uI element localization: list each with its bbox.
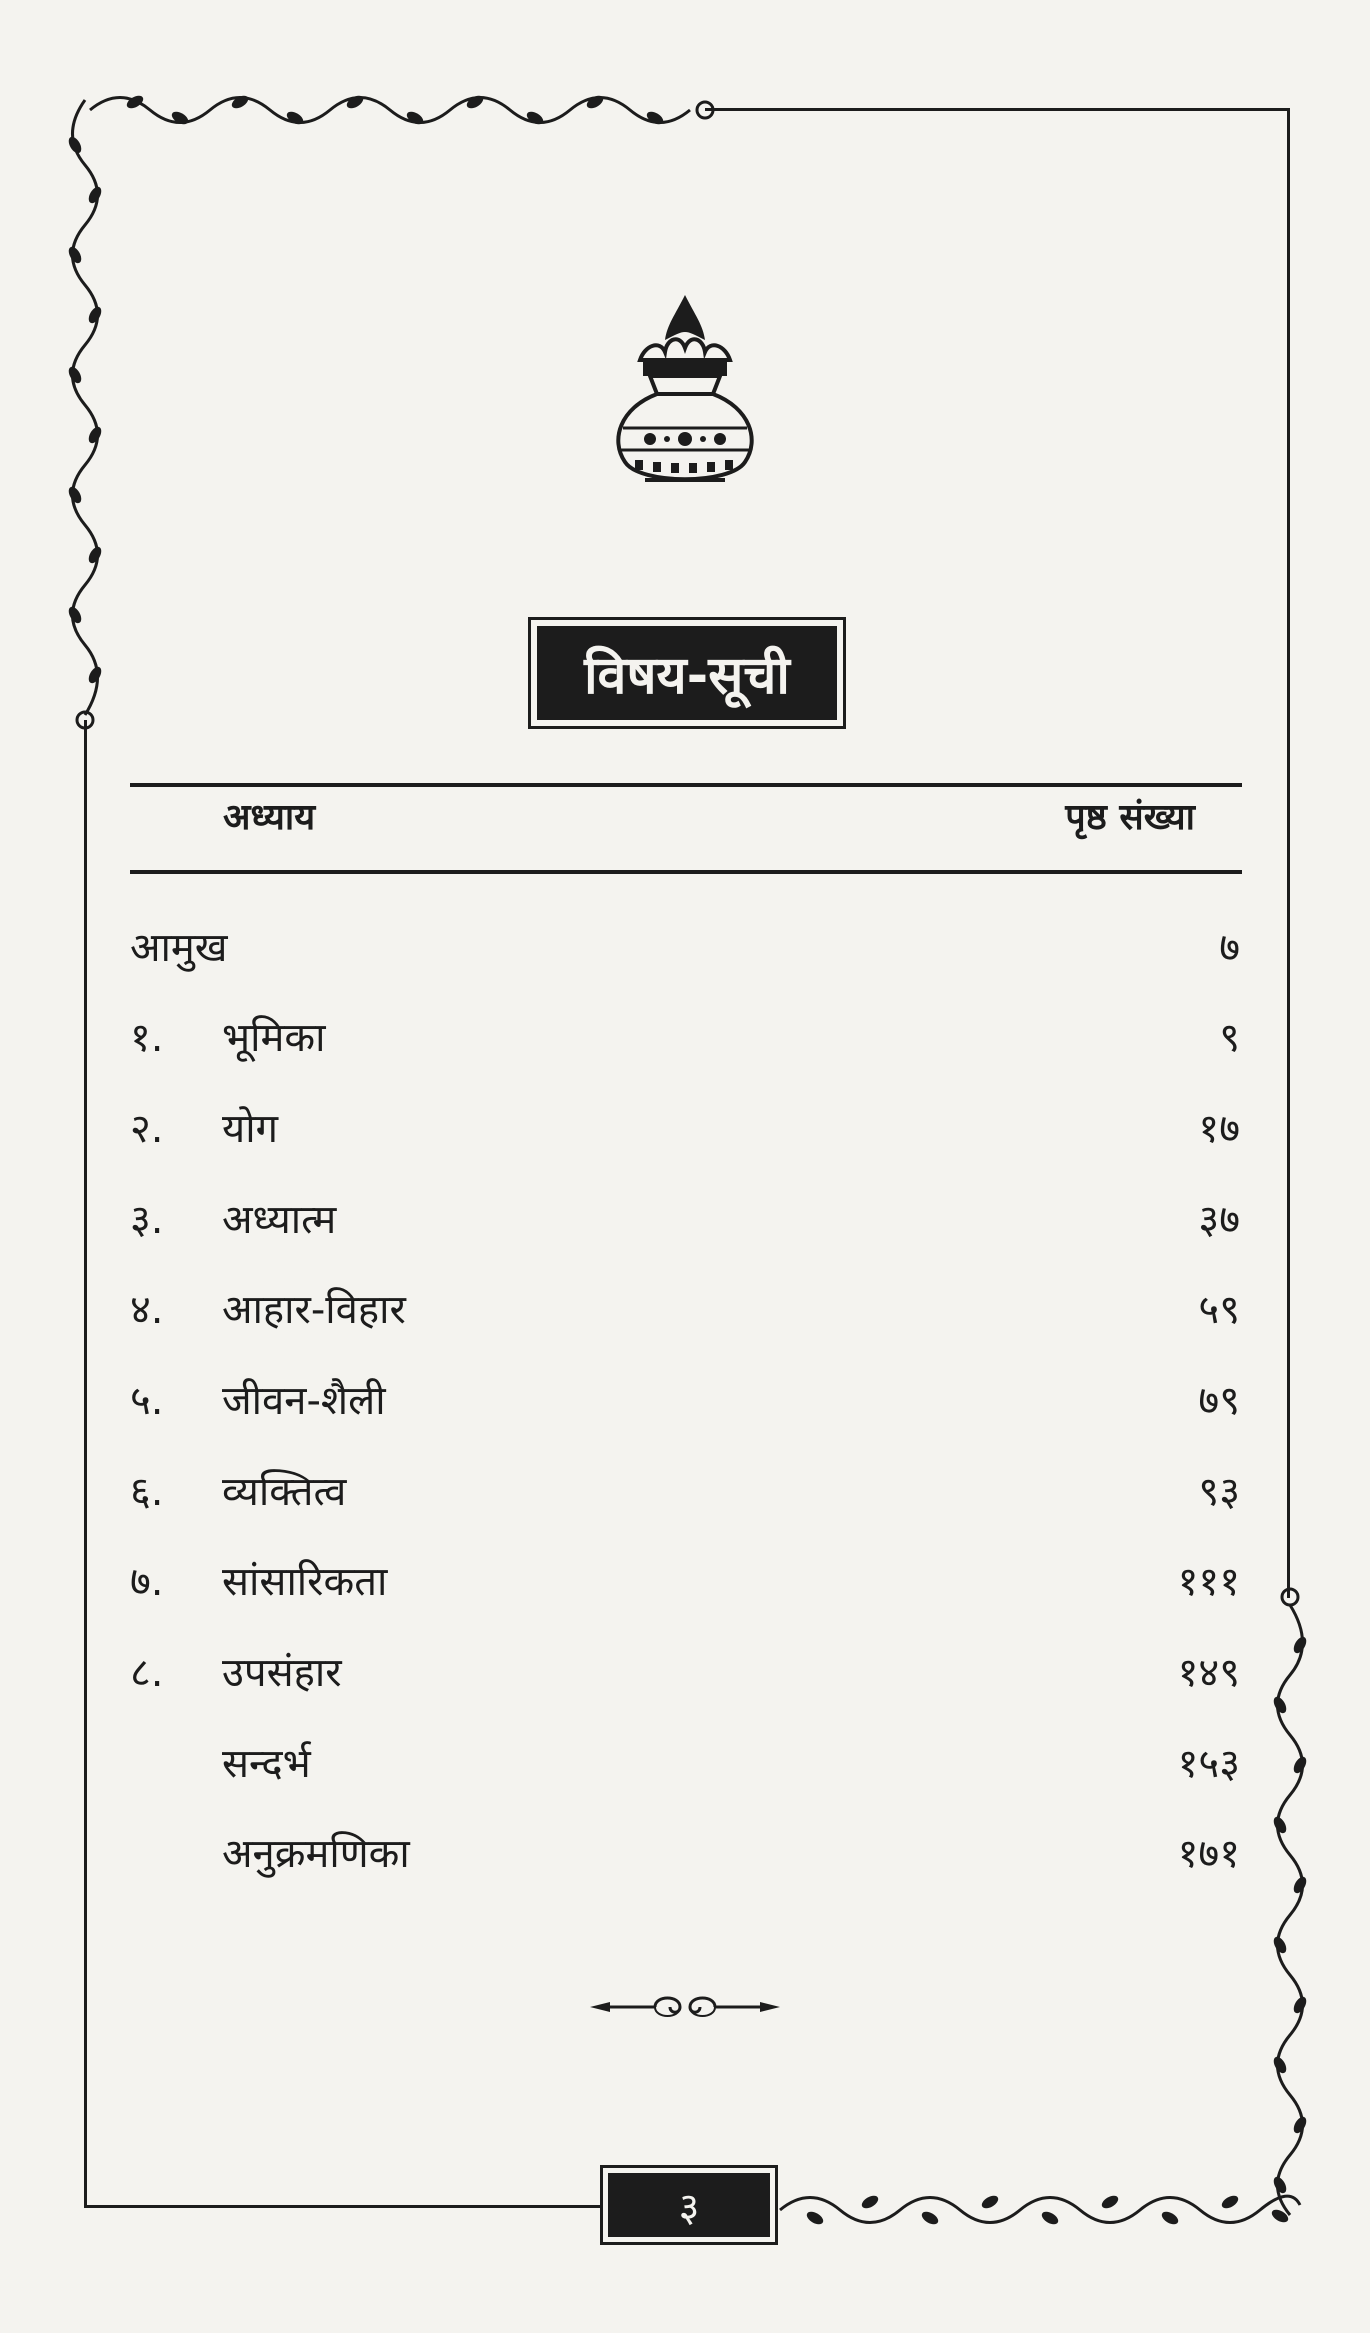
toc-num: ४. [130,1287,164,1333]
toc-page: ३७ [1198,1197,1240,1243]
toc-num: ६. [130,1469,164,1515]
page-title: विषय-सूची [537,626,837,720]
header-rule-bottom [130,870,1242,874]
header-rule-top [130,783,1242,787]
vine-border-top-icon [80,80,720,140]
toc-title: उपसंहार [222,1650,342,1696]
kalash-icon [605,290,765,500]
toc-row-8 [130,1643,1240,1703]
toc-row-3 [130,1190,1240,1250]
toc-page: ९ [1219,1015,1240,1061]
toc-page: १७ [1198,1106,1240,1152]
frame-bottom-line [84,2205,684,2208]
toc-row-aamukh [130,918,1240,978]
column-header-page: पृष्ठ संख्या [1065,797,1195,838]
toc-title: व्यक्तित्व [222,1469,347,1515]
title-box [528,617,846,729]
toc-page: १७१ [1177,1831,1240,1877]
toc-page: ७९ [1198,1378,1240,1424]
toc-page: ५९ [1198,1287,1240,1333]
toc-title: सांसारिकता [222,1559,388,1605]
vine-border-right-icon [1260,1585,1320,2225]
toc-title: भूमिका [222,1015,326,1061]
frame-right-line [1287,108,1290,1598]
frame-left-line [84,720,87,2208]
column-header-chapter: अध्याय [223,797,316,838]
frame-top-line [705,108,1290,111]
toc-title: आहार-विहार [222,1287,406,1333]
toc-row-5 [130,1371,1240,1431]
toc-num: ५. [130,1378,164,1424]
toc-page: ७ [1219,925,1240,971]
toc-page: १११ [1177,1559,1240,1605]
toc-title: आमुख [130,925,228,971]
toc-num: ८. [130,1650,164,1696]
vine-border-bottom-icon [770,2180,1310,2240]
toc-row-7 [130,1552,1240,1612]
toc-row-4 [130,1280,1240,1340]
page-number: ३ [608,2173,770,2237]
toc-title: जीवन-शैली [222,1378,386,1424]
toc-page: १४९ [1177,1650,1240,1696]
toc-num: १. [130,1015,164,1061]
toc-row-6 [130,1462,1240,1522]
toc-title: अनुक्रमणिका [222,1831,410,1877]
toc-title: अध्यात्म [222,1197,337,1243]
toc-row-2 [130,1099,1240,1159]
toc-page: ९३ [1198,1469,1240,1515]
scroll-ornament-icon [585,1992,785,2022]
toc-row-index [130,1824,1240,1884]
toc-row-1 [130,1008,1240,1068]
toc-num: ३. [130,1197,164,1243]
toc-title: योग [222,1106,279,1152]
vine-border-left-icon [55,95,115,735]
toc-num: ७. [130,1559,164,1605]
toc-page: १५३ [1177,1741,1240,1787]
toc-num: २. [130,1106,164,1152]
toc-title: सन्दर्भ [222,1741,311,1787]
page-number-box [600,2165,778,2245]
toc-row-references [130,1734,1240,1794]
